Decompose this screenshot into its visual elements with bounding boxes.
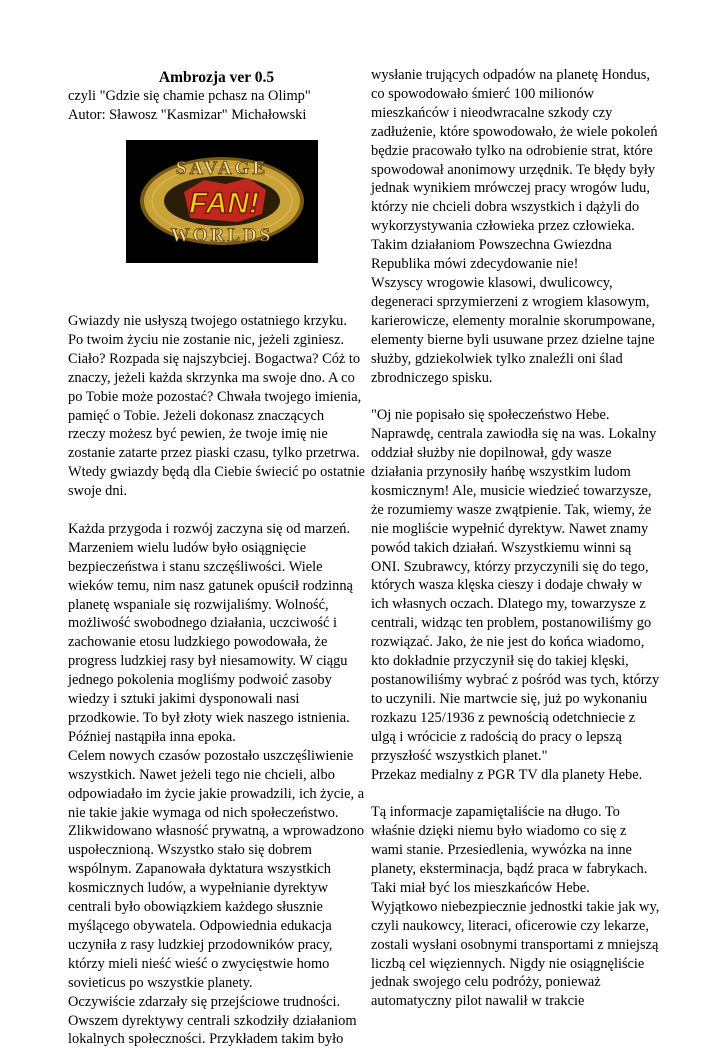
logo-top-text: SAVAGE (175, 158, 269, 179)
logo-icon (126, 140, 318, 263)
savage-worlds-fan-logo (126, 140, 318, 263)
right-paragraph-6: Wyjątkowo niebezpiecznie jednostki takie jak wy, czyli naukowcy, literaci, oficerowie czy lekarze, zostali wysłani osobnymi transportami z mniejszą liczbą cel więziennych. Nigdy nie osiągnęliście jednak swojego celu podróży, ponieważ automatyczny pilot nawalił w trakcie (371, 898, 660, 1010)
right-column (371, 66, 661, 1011)
left-paragraph-1: Gwiazdy nie usłyszą twojego ostatniego krzyku. Po twoim życiu nie zostanie nic, jeżeli zginiesz. Ciało? Rozpada się najszybciej. Bogactwa? Cóż to znaczy, jeżeli każda skrzynka ma swoje dno. A co po Tobie może pozostać? Chwała twojego imienia, pamięć o Tobie. Jeżeli dokonasz znaczących rzeczy możesz być pewien, że twoje imię nie zostanie zatarte przez piaski czasu, tylko przetrwa. Wtedy gwiazdy będą dla Ciebie świecić po ostatnie swoje dni. (68, 313, 365, 500)
right-paragraph-2: Wszyscy wrogowie klasowi, dwulicowcy, degeneraci sprzymierzeni z wrogiem klasowym, karierowicze, elementy moralnie skorumpowane, elementy bierne byli usuwane przez dzielne tajne służby, gdziekolwiek tylko znaleźli oni ślad zbrodniczego spisku. (371, 274, 656, 386)
right-paragraph-quote: "Oj nie popisało się społeczeństwo Hebe. Naprawdę, centrala zawiodła się na was. Lokalny oddział służby nie dopilnował, gdy wasze działania przynosiły hańbę wszystkim ludom kosmicznym! Ale, musicie wiedzieć towarzysze, że rozumiemy wasze zwątpienie. Tak, wiemy, że nie mogliście wypełnić dyrektyw. Nawet znamy powód takich działań. Wszystkiemu winni są ONI. Szubrawcy, którzy przyczynili się do tego, których wasza klęska cieszy i dodaje chwały w ich własnych oczach. Dlatego my, towarzysze z centrali, widząc ten problem, postanowiliśmy go rozwiązać. Jako, że nie jest do końca wiadomo, kto dokładnie przyczynił się do takiej klęski, postanowiliśmy wybrać z pośród was tych, którzy to uczynili. Nie martwcie się, już po wykonaniu rozkazu 125/1936 z pewnością odetchniecie z ulgą i wrócicie z radością do pracy o lepszą przyszłość wszystkich planet." (371, 407, 660, 764)
left-column (68, 66, 365, 1049)
left-paragraph-4: Oczywiście zdarzały się przejściowe trudności. Owszem dyrektywy centrali szkodziły działaniom lokalnych społeczności. Przykładem takim było (68, 993, 357, 1048)
document-title: Ambrozja ver 0.5 (158, 69, 275, 86)
right-paragraph-5: Tą informacje zapamiętaliście na długo. To właśnie dzięki niemu było wiadomo co się z wami stanie. Przesiedlenia, wywózka na inne planety, eksterminacja, bądź praca w fabrykach. Taki miał być los mieszkańców Hebe. (371, 804, 648, 896)
left-paragraph-2: Każda przygoda i rozwój zaczyna się od marzeń. Marzeniem wielu ludów było osiągnięcie bezpieczeństwa i stanu szczęśliwości. Wiele wieków temu, nim nasz gatunek opuścił rodzinną planetę wspaniale się rozwijaliśmy. Wolność, możliwość swobodnego działania, uczciwość i zachowanie etosu ludzkiego powodowała, że progress ludzkiej rasy był niesamowity. W ciągu jednego pokolenia mogliśmy podwoić zasoby wiedzy i sztuki jakimi dysponowali nasi przodkowie. To był złoty wiek naszego istnienia. Później nastąpiła inna epoka. (68, 520, 353, 745)
document-author: Autor: Sławosz "Kasmizar" Michałowski (68, 106, 307, 123)
right-paragraph-1: wysłanie trujących odpadów na planetę Hondus, co spowodowało śmierć 100 milionów mieszkańców i nieodwracalne szkody czy zadłużenie, które spowodowało, że wiele pokoleń będzie pracowało tylko na odrobienie strat, które spowodował anonimowy urzędnik. Te błędy były jednak wynikiem mrówczej pracy wrogów ludu, którzy nie chcieli dobra wszystkich i dążyli do wykorzystywania człowieka przez człowieka. Takim działaniom Powszechna Gwiezdna Republika mówi zdecydowanie nie! (371, 67, 658, 273)
left-paragraph-3: Celem nowych czasów pozostało uszczęśliwienie wszystkich. Nawet jeżeli tego nie chcieli, albo odpowiadało im życie jakie prowadzili, ich życie, a nie takie jakie wymaga od nich społeczeństwo. Zlikwidowano własność prywatną, a wprowadzono uspołecznioną. Wszystko stało się dobrem wspólnym. Zapanowała dyktatura wszystkich kosmicznych ludów, a wypełnianie dyrektyw centrali było obowiązkiem każdego słusznie myślącego obywatela. Odpowiednia edukacja uczyniła z rasy ludzkiej przodowników pracy, którzy mieli nieść wieść o zwycięstwie homo sovieticus po wszystkie planety. (68, 747, 365, 991)
logo-center-text: FAN! (189, 187, 259, 220)
right-paragraph-source: Przekaz medialny z PGR TV dla planety Hebe. (371, 766, 643, 783)
document-subtitle: czyli "Gdzie się chamie pchasz na Olimp" (68, 88, 311, 104)
logo-bottom-text: WORLDS (170, 225, 274, 246)
